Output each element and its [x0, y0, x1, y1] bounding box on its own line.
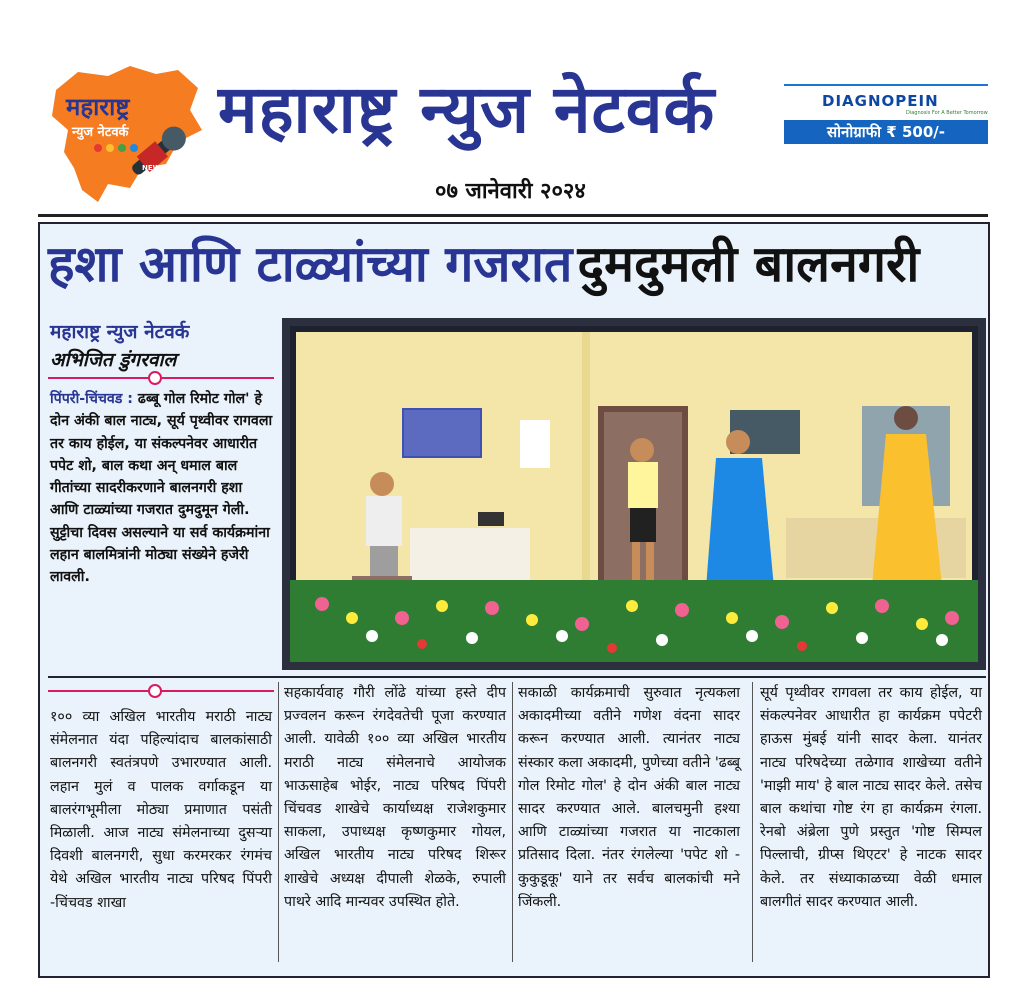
logo-subtitle: न्युज नेटवर्क	[72, 125, 129, 140]
advertisement[interactable]	[784, 84, 988, 152]
article-column-3: सकाळी कार्यक्रमाची सुरुवात नृत्यकला अकादमीच्या वतीने गणेश वंदना सादर करून करण्यात आली. त्यानंतर नाट्य संस्कार कला अकादमी, पुणेच्या वतीने 'ढब्बू गोल रिमोट गोल' हे दोन अंकी बाल नाट्य सादर करण्यात आले. बालचमुनी हश्या आणि टाळ्यांच्या गजरात या नाटकाला प्रतिसाद दिला. नंतर रंगलेल्या 'पपेट शो - कुकुडूकू' याने तर सर्वच बालकांची मने जिंकली.	[518, 685, 740, 910]
divider-ornament	[148, 684, 162, 698]
article-column-1: १०० व्या अखिल भारतीय मराठी नाट्य संमेलनात यंदा पहिल्यांदाच बालकांसाठी बालनगरी स्वतंत्रपणे उभारण्यात आली. लहान मुलं व पालक वर्गाकडून या बालरंगभूमीला मोठ्या प्रमाणात पसंती मिळाली. आज नाट्य संमेलनाच्या दुसऱ्या दिवशी बालनगरी, सुधा करमरकर रंगमंच येथे अखिल भारतीय नाट्य परिषद पिंपरी -चिंचवड शाखा	[50, 709, 272, 911]
byline-author: अभिजित डुंगरवाल	[50, 349, 177, 371]
mic-label: NEWS	[142, 164, 166, 172]
intro-text: ढब्बू गोल रिमोट गोल' हे दोन अंकी बाल नाट्य, सूर्य पृथ्वीवर रागवला तर काय होईल, या संकल्पनेवर आधारीत पपेट शो, बाल कथा अन् धमाल बाल गीतांच्या सादरीकरणाने बालनगरी हशा आणि टाळ्यांच्या गजरात दुमदुमून गेली. सुट्टीचा दिवस असल्याने या सर्व कार्यक्रमांना लहान बालमित्रांनी मोठ्या संख्येने हजेरी लावली.	[50, 391, 273, 586]
ad-tagline: Diagnosis For A Better Tomorrow	[906, 110, 988, 116]
stage-performance-photo-icon	[282, 318, 986, 670]
column-separator	[278, 682, 279, 962]
article-headline	[48, 228, 978, 300]
column-top-rule	[48, 676, 986, 678]
masthead-title: महाराष्ट्र न्युज नेटवर्क	[218, 71, 716, 148]
logo-title: महाराष्ट्र	[66, 93, 130, 121]
article-column-4: सूर्य पृथ्वीवर रागवला तर काय होईल, या संकल्पनेवर आधारीत हा कार्यक्रम पपेटरी हाऊस मुंबई यांनी सादर केला. यानंतर नाट्य परिषदेच्या तळेगाव शाखेच्या वतीने 'माझी माय' हे बाल नाट्य सादर केले. तसेच बाल कथांचा गोष्ट रंग हा कार्यक्रम रंगला. रेनबो अंब्रेला पुणे प्रस्तुत 'गोष्ट सिम्पल पिल्लाची, ग्रीप्स थिएटर' हे नाटक सादर केले. तर संध्याकाळच्या वेळी धमाल बालगीतं सादर करण्यात आली.	[760, 685, 982, 910]
masthead-rule	[38, 214, 988, 217]
ad-price: सोनोग्राफी ₹ 500/-	[784, 120, 988, 144]
article-intro	[50, 388, 274, 589]
headline-part-2: दुमदुमली बालनगरी	[577, 235, 920, 293]
ad-divider	[784, 84, 988, 86]
ad-brand: DIAGNOPEIN	[822, 92, 939, 110]
dateline-place: पिंपरी-चिंचवड :	[50, 391, 133, 407]
column-separator	[512, 682, 513, 962]
headline-part-1: हशा आणि टाळ्यांच्या गजरात	[48, 235, 573, 293]
column-separator	[752, 682, 753, 962]
byline-organization: महाराष्ट्र न्युज नेटवर्क	[50, 321, 190, 343]
article-photo	[282, 318, 986, 670]
publication-date: ०७ जानेवारी २०२४	[435, 179, 586, 204]
article-column-2: सहकार्यवाह गौरी लोंढे यांच्या हस्ते दीप प्रज्वलन करून रंगदेवतेची पूजा करण्यात आली. यावेळी १०० व्या अखिल भारतीय मराठी नाट्य संमेलनाचे आयोजक भाऊसाहेब भोईर, नाट्य परिषद पिंपरी चिंचवड शाखेचे कार्याध्यक्ष राजेशकुमार साकला, उपाध्यक्ष कृष्णकुमार गोयल, अखिल भारतीय नाट्य परिषद शिरूर शाखेचे अध्यक्ष दीपाली शेळके, रुपाली पाथरे आदि मान्यवर उपस्थित होते.	[284, 685, 506, 910]
publication-logo	[38, 60, 208, 210]
divider-ornament	[148, 371, 162, 385]
